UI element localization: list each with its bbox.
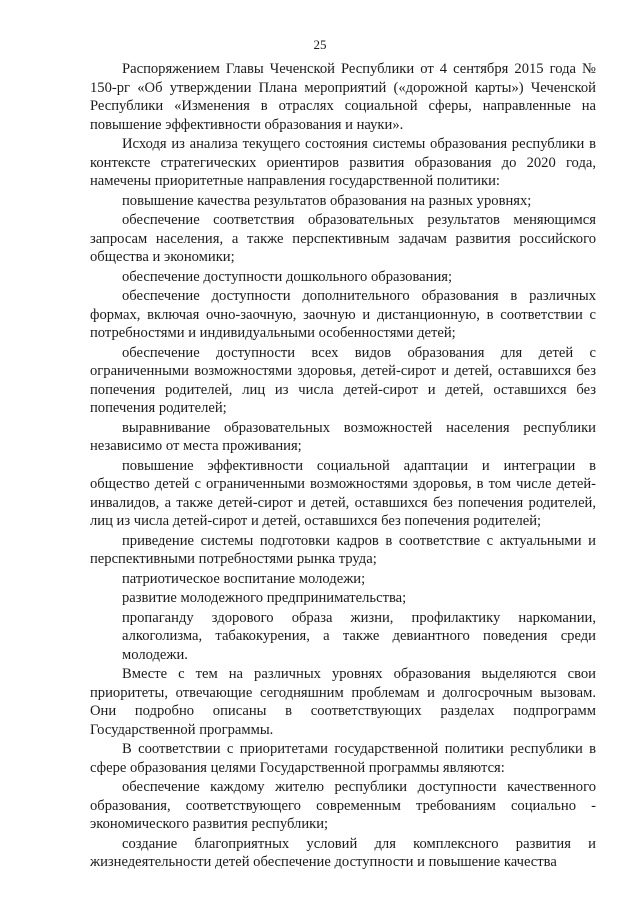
list-item: создание благоприятных условий для комплексного развития и жизнедеятельности детей обеспечение доступности и повышение качества bbox=[90, 835, 596, 870]
list-item: обеспечение доступности дополнительного образования в различных формах, включая очно-заочную, заочную и дистанционную, в соответствии с потребностями и индивидуальными особенностями детей; bbox=[90, 288, 596, 341]
list-item: обеспечение доступности дошкольного образования; bbox=[122, 268, 453, 285]
list-item: обеспечение доступности всех видов образования для детей с ограниченными возможностями здоровья, детей-сирот и детей, оставшихся без попечения родителей, лиц из числа детей-сирот и детей, оставшихся без попечения родителей; bbox=[90, 344, 596, 416]
list-item: повышение качества результатов образования на разных уровнях; bbox=[122, 192, 532, 209]
paragraph-priorities: Вместе с тем на различных уровнях образования выделяются свои приоритеты, отвечающие сегодняшним проблемам и долгосрочным вызовам. Они подробно описаны в соответствующих разделах подпрограмм Государственной программы. bbox=[90, 666, 596, 738]
list-item: выравнивание образовательных возможностей населения республики независимо от места проживания; bbox=[90, 419, 596, 454]
paragraph-order-reference: Распоряжением Главы Чеченской Республики от 4 сентября 2015 года № 150-рг «Об утверждении Плана мероприятий («дорожной карты») Чеченской Республики «Изменения в отраслях социальной сферы, направленные на повышение эффективности образования и науки». bbox=[90, 61, 596, 133]
paragraph-goals-intro: В соответствии с приоритетами государственной политики республики в сфере образования целями Государственной программы являются: bbox=[90, 741, 596, 776]
list-item: обеспечение каждому жителю республики доступности качественного образования, соответствующего современным требованиям социально - экономического развития республики; bbox=[90, 779, 596, 832]
list-item: развитие молодежного предпринимательства; bbox=[122, 590, 407, 606]
list-item: обеспечение соответствия образовательных результатов меняющимся запросам населения, а также перспективным задачам развития российского общества и экономики; bbox=[90, 212, 596, 265]
paragraph-analysis-intro: Исходя из анализа текущего состояния системы образования республики в контексте стратегических ориентиров развития образования до 2020 года, намечены приоритетные направления государственной политики: bbox=[90, 136, 596, 189]
list-item: патриотическое воспитание молодежи; bbox=[122, 570, 366, 587]
list-item: повышение эффективности социальной адаптации и интеграции в общество детей с ограниченными возможностями здоровья, в том числе детей-инвалидов, а также детей-сирот и детей, оставшихся без попечения родителей, лиц из числа детей-сирот и детей, оставшихся без попечения родителей; bbox=[90, 457, 596, 529]
document-body bbox=[90, 60, 596, 873]
page-number: 25 bbox=[313, 37, 327, 52]
list-item: приведение системы подготовки кадров в соответствие с актуальными и перспективными потребностями рынка труда; bbox=[90, 532, 596, 567]
list-item: пропаганду здорового образа жизни, профилактику наркомании, алкоголизма, табакокурения, а также девиантного поведения среди молодежи. bbox=[122, 609, 596, 663]
